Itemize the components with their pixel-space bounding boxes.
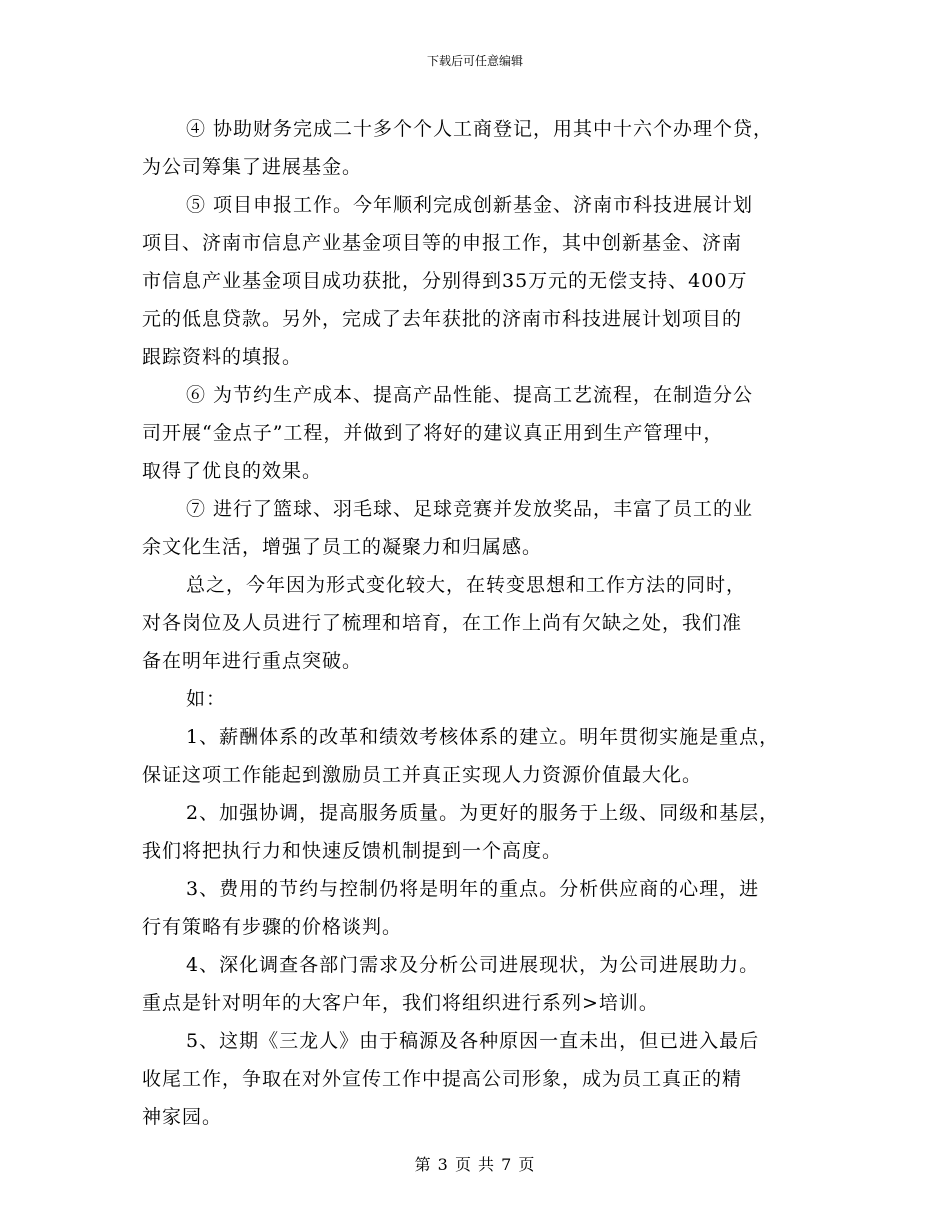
text-line: 收尾工作，争取在对外宣传工作中提高公司形象，成为员工真正的精 xyxy=(142,1068,743,1090)
text-line: 神家园。 xyxy=(142,1106,223,1128)
text-line: 余文化生活，增强了员工的凝聚力和归属感。 xyxy=(142,536,543,558)
text-line: 司开展“金点子”工程，并做到了将好的建议真正用到生产管理中， xyxy=(142,422,724,444)
text-line: 5、这期《三龙人》由于稿源及各种原因一直未出，但已进入最后 xyxy=(186,1030,760,1052)
text-line: 保证这项工作能起到激励员工并真正实现人力资源价值最大化。 xyxy=(142,764,703,786)
page-footer: 第 3 页 共 7 页 xyxy=(414,1155,536,1174)
text-line: 元的低息贷款。另外，完成了去年获批的济南市科技进展计划项目的 xyxy=(142,308,743,330)
text-line: 4、深化调查各部门需求及分析公司进展现状，为公司进展助力。 xyxy=(186,954,760,976)
text-line: 重点是针对明年的大客户年，我们将组织进行系列>培训。 xyxy=(142,992,659,1014)
text-line: ⑦ 进行了篮球、羽毛球、足球竞赛并发放奖品，丰富了员工的业 xyxy=(186,498,754,520)
text-line: ⑥ 为节约生产成本、提高产品性能、提高工艺流程，在制造分公 xyxy=(186,384,754,406)
page-header: 下载后可任意编辑 xyxy=(426,54,523,68)
text-line: 行有策略有步骤的价格谈判。 xyxy=(142,916,403,938)
text-line: 我们将把执行力和快速反馈机制提到一个高度。 xyxy=(142,840,563,862)
text-line: 2、加强协调，提高服务质量。为更好的服务于上级、同级和基层， xyxy=(186,802,780,824)
text-line: 1、薪酬体系的改革和绩效考核体系的建立。明年贯彻实施是重点， xyxy=(186,726,780,748)
text-line: 总之，今年因为形式变化较大，在转变思想和工作方法的同时， xyxy=(186,574,747,596)
text-line: 3、费用的节约与控制仍将是明年的重点。分析供应商的心理，进 xyxy=(186,878,760,900)
text-line: 项目、济南市信息产业基金项目等的申报工作，其中创新基金、济南 xyxy=(142,232,743,254)
text-line: 对各岗位及人员进行了梳理和培育，在工作上尚有欠缺之处，我们准 xyxy=(142,612,743,634)
text-line: 备在明年进行重点突破。 xyxy=(142,650,363,672)
text-line: 如： xyxy=(186,688,227,710)
text-line: 取得了优良的效果。 xyxy=(142,460,323,482)
text-line: 市信息产业基金项目成功获批，分别得到35万元的无偿支持、400万 xyxy=(142,270,748,292)
text-line: ④ 协助财务完成二十多个个人工商登记，用其中十六个办理个贷， xyxy=(186,118,774,140)
text-line: 跟踪资料的填报。 xyxy=(142,346,303,368)
text-line: 为公司筹集了进展基金。 xyxy=(142,156,363,178)
document-body xyxy=(142,110,832,1136)
text-line: ⑤ 项目申报工作。今年顺利完成创新基金、济南市科技进展计划 xyxy=(186,194,754,216)
